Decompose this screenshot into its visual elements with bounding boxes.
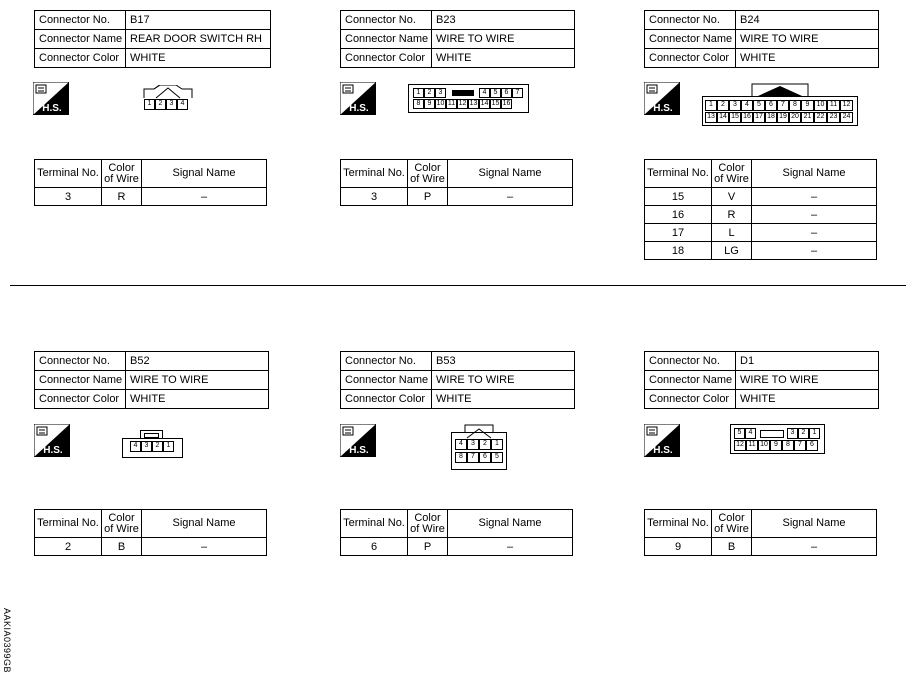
terminal-cavity: 18 xyxy=(765,112,777,123)
terminal-cavity: 10 xyxy=(758,440,770,451)
terminal-cavity: 12 xyxy=(458,100,467,107)
terminal-table-b24 xyxy=(644,159,877,260)
terminal-no-header: Terminal No. xyxy=(645,510,712,538)
harness-side-icon xyxy=(340,82,376,115)
connector-b52 xyxy=(34,351,269,409)
connector-no-label: Connector No. xyxy=(35,352,126,371)
terminal-no: 15 xyxy=(645,188,712,206)
hs-text: H.S. xyxy=(349,103,369,114)
terminal-no: 6 xyxy=(341,538,408,556)
terminal-table-b52 xyxy=(34,509,267,556)
terminal-cavity: 2 xyxy=(717,100,729,111)
connector-name-value: WIRE TO WIRE xyxy=(432,30,575,49)
terminal-cavity: 24 xyxy=(840,112,853,123)
hs-text: H.S. xyxy=(349,445,369,456)
connector-no-label: Connector No. xyxy=(645,11,736,30)
terminal-table-b17 xyxy=(34,159,267,206)
terminal-cavity: 8 xyxy=(413,99,424,109)
connector-no-value: B52 xyxy=(126,352,269,371)
connector-name-value: WIRE TO WIRE xyxy=(736,371,879,390)
terminal-cavity: 16 xyxy=(502,100,511,107)
terminal-no-header: Terminal No. xyxy=(35,510,102,538)
terminal-cavity: 13 xyxy=(469,100,478,107)
connector-name-label: Connector Name xyxy=(341,371,432,390)
terminal-cavity: 17 xyxy=(753,112,765,123)
wire-color: B xyxy=(712,538,752,556)
harness-side-icon xyxy=(33,82,69,115)
connector-no-value: D1 xyxy=(736,352,879,371)
terminal-cavity: 3 xyxy=(787,428,798,439)
terminal-cavity: 15 xyxy=(729,112,741,123)
connector-b24 xyxy=(644,10,879,68)
connector-b53 xyxy=(340,351,575,409)
wire-color-header: Color of Wire xyxy=(408,510,448,538)
terminal-no-header: Terminal No. xyxy=(341,160,408,188)
terminal-cavity: 4 xyxy=(741,100,753,111)
terminal-cavity: 1 xyxy=(491,439,503,450)
table-row xyxy=(35,188,267,206)
connector-no-label: Connector No. xyxy=(35,11,126,30)
terminal-no: 9 xyxy=(645,538,712,556)
terminal-cavity: 9 xyxy=(424,99,435,109)
wire-color-header: Color of Wire xyxy=(102,160,142,188)
terminal-cavity: 4 xyxy=(479,88,490,98)
table-row xyxy=(645,188,877,206)
signal-name-header: Signal Name xyxy=(142,160,267,188)
connector-name-label: Connector Name xyxy=(645,371,736,390)
connector-name-label: Connector Name xyxy=(35,30,126,49)
table-row xyxy=(341,538,573,556)
signal-name: – xyxy=(448,538,573,556)
terminal-cavity: 7 xyxy=(777,100,789,111)
wire-color: P xyxy=(408,188,448,206)
terminal-cavity: 1 xyxy=(705,100,717,111)
signal-name: – xyxy=(142,538,267,556)
terminal-cavity: 4 xyxy=(177,99,188,110)
hs-text: H.S. xyxy=(42,103,62,114)
terminal-cavity: 1 xyxy=(413,88,424,98)
connector-name-label: Connector Name xyxy=(35,371,126,390)
terminal-no: 17 xyxy=(645,224,712,242)
signal-name: – xyxy=(448,188,573,206)
terminal-cavity: 23 xyxy=(827,112,840,123)
terminal-no: 3 xyxy=(341,188,408,206)
terminal-cavity: 6 xyxy=(765,100,777,111)
terminal-cavity: 19 xyxy=(777,112,789,123)
connector-name-value: WIRE TO WIRE xyxy=(126,371,269,390)
terminal-cavity: 9 xyxy=(770,440,782,451)
harness-side-icon xyxy=(340,424,376,457)
terminal-no: 16 xyxy=(645,206,712,224)
connector-color-value: WHITE xyxy=(126,49,271,68)
terminal-cavity: 7 xyxy=(512,88,523,98)
connector-no-value: B17 xyxy=(126,11,271,30)
terminal-cavity: 12 xyxy=(734,440,746,451)
terminal-cavity: 6 xyxy=(501,88,512,98)
terminal-no-header: Terminal No. xyxy=(645,160,712,188)
terminal-cavity: 2 xyxy=(424,88,435,98)
wire-color: L xyxy=(712,224,752,242)
terminal-cavity: 8 xyxy=(782,440,794,451)
terminal-cavity: 1 xyxy=(144,99,155,110)
terminal-cavity: 2 xyxy=(152,441,163,452)
signal-name: – xyxy=(752,538,877,556)
figure-code: AAKIA0399GB xyxy=(2,608,12,673)
signal-name-header: Signal Name xyxy=(448,160,573,188)
connector-name-label: Connector Name xyxy=(341,30,432,49)
wire-color: B xyxy=(102,538,142,556)
wire-color: LG xyxy=(712,242,752,260)
connector-color-label: Connector Color xyxy=(341,390,432,409)
terminal-cavity: 10 xyxy=(814,100,827,111)
connector-no-value: B23 xyxy=(432,11,575,30)
terminal-cavity: 12 xyxy=(840,100,853,111)
signal-name-header: Signal Name xyxy=(752,510,877,538)
wire-color-header: Color of Wire xyxy=(102,510,142,538)
connector-b17 xyxy=(34,10,271,68)
terminal-cavity: 3 xyxy=(435,88,446,98)
terminal-cavity: 9 xyxy=(801,100,814,111)
table-row xyxy=(645,224,877,242)
terminal-cavity: 4 xyxy=(130,441,141,452)
terminal-cavity: 21 xyxy=(801,112,814,123)
terminal-cavity: 13 xyxy=(705,112,717,123)
terminal-cavity: 3 xyxy=(467,439,479,450)
connector-color-label: Connector Color xyxy=(35,390,126,409)
connector-name-value: WIRE TO WIRE xyxy=(432,371,575,390)
signal-name-header: Signal Name xyxy=(142,510,267,538)
terminal-cavity: 1 xyxy=(809,428,820,439)
terminal-cavity: 8 xyxy=(455,452,467,463)
wire-color: V xyxy=(712,188,752,206)
connector-no-label: Connector No. xyxy=(341,11,432,30)
terminal-cavity: 1 xyxy=(163,441,174,452)
harness-side-icon xyxy=(644,82,680,115)
signal-name: – xyxy=(752,224,877,242)
terminal-no: 18 xyxy=(645,242,712,260)
connector-info-table xyxy=(340,351,575,409)
terminal-no-header: Terminal No. xyxy=(341,510,408,538)
table-row xyxy=(645,206,877,224)
terminal-cavity: 5 xyxy=(491,452,503,463)
terminal-cavity: 5 xyxy=(734,428,745,439)
hs-text: H.S. xyxy=(653,445,673,456)
terminal-cavity: 14 xyxy=(480,100,489,107)
keyway-slot xyxy=(760,430,784,438)
connector-name-label: Connector Name xyxy=(645,30,736,49)
terminal-cavity: 11 xyxy=(447,100,456,107)
connector-no-label: Connector No. xyxy=(645,352,736,371)
wire-color: P xyxy=(408,538,448,556)
signal-name: – xyxy=(752,188,877,206)
connector-name-value: REAR DOOR SWITCH RH xyxy=(126,30,271,49)
terminal-cavity: 2 xyxy=(798,428,809,439)
connector-name-value: WIRE TO WIRE xyxy=(736,30,879,49)
terminal-table-d1 xyxy=(644,509,877,556)
wire-color-header: Color of Wire xyxy=(712,510,752,538)
terminal-cavity: 4 xyxy=(455,439,467,450)
terminal-cavity: 3 xyxy=(141,441,152,452)
connector-d1 xyxy=(644,351,879,409)
terminal-cavity: 5 xyxy=(753,100,765,111)
terminal-no: 2 xyxy=(35,538,102,556)
signal-name-header: Signal Name xyxy=(752,160,877,188)
terminal-cavity: 11 xyxy=(827,100,840,111)
harness-side-icon xyxy=(34,424,70,457)
signal-name: – xyxy=(142,188,267,206)
terminal-cavity: 7 xyxy=(467,452,479,463)
table-row xyxy=(645,538,877,556)
terminal-table-b23 xyxy=(340,159,573,206)
terminal-cavity: 14 xyxy=(717,112,729,123)
connector-info-table xyxy=(644,10,879,68)
connector-color-label: Connector Color xyxy=(645,390,736,409)
terminal-cavity: 2 xyxy=(155,99,166,110)
terminal-cavity: 10 xyxy=(436,100,445,107)
connector-no-value: B24 xyxy=(736,11,879,30)
keyway-block xyxy=(452,90,474,96)
terminal-cavity: 8 xyxy=(789,100,801,111)
terminal-cavity: 3 xyxy=(166,99,177,110)
harness-side-icon xyxy=(644,424,680,457)
terminal-cavity: 20 xyxy=(789,112,801,123)
terminal-cavity: 6 xyxy=(479,452,491,463)
table-row xyxy=(645,242,877,260)
connector-no-label: Connector No. xyxy=(341,352,432,371)
terminal-cavity: 6 xyxy=(806,440,818,451)
connector-color-value: WHITE xyxy=(432,390,575,409)
connector-info-table xyxy=(340,10,575,68)
connector-info-table xyxy=(34,10,271,68)
wire-color: R xyxy=(712,206,752,224)
wire-color: R xyxy=(102,188,142,206)
terminal-cavity: 5 xyxy=(490,88,501,98)
connector-color-value: WHITE xyxy=(126,390,269,409)
table-row xyxy=(35,538,267,556)
connector-color-value: WHITE xyxy=(432,49,575,68)
terminal-no-header: Terminal No. xyxy=(35,160,102,188)
connector-b23 xyxy=(340,10,575,68)
terminal-cavity: 16 xyxy=(741,112,753,123)
connector-info-table xyxy=(34,351,269,409)
section-divider xyxy=(10,285,906,286)
terminal-cavity: 2 xyxy=(479,439,491,450)
connector-color-value: WHITE xyxy=(736,49,879,68)
terminal-cavity: 11 xyxy=(746,440,758,451)
wire-color-header: Color of Wire xyxy=(712,160,752,188)
connector-color-value: WHITE xyxy=(736,390,879,409)
connector-color-label: Connector Color xyxy=(35,49,126,68)
terminal-cavity: 4 xyxy=(745,428,756,439)
connector-color-label: Connector Color xyxy=(341,49,432,68)
terminal-cavity: 22 xyxy=(814,112,827,123)
signal-name-header: Signal Name xyxy=(448,510,573,538)
table-row xyxy=(341,188,573,206)
connector-no-value: B53 xyxy=(432,352,575,371)
signal-name: – xyxy=(752,242,877,260)
terminal-cavity: 15 xyxy=(491,100,500,107)
hs-text: H.S. xyxy=(653,103,673,114)
terminal-no: 3 xyxy=(35,188,102,206)
terminal-cavity: 3 xyxy=(729,100,741,111)
signal-name: – xyxy=(752,206,877,224)
terminal-table-b53 xyxy=(340,509,573,556)
connector-info-table xyxy=(644,351,879,409)
hs-text: H.S. xyxy=(43,445,63,456)
wire-color-header: Color of Wire xyxy=(408,160,448,188)
connector-color-label: Connector Color xyxy=(645,49,736,68)
terminal-cavity: 7 xyxy=(794,440,806,451)
